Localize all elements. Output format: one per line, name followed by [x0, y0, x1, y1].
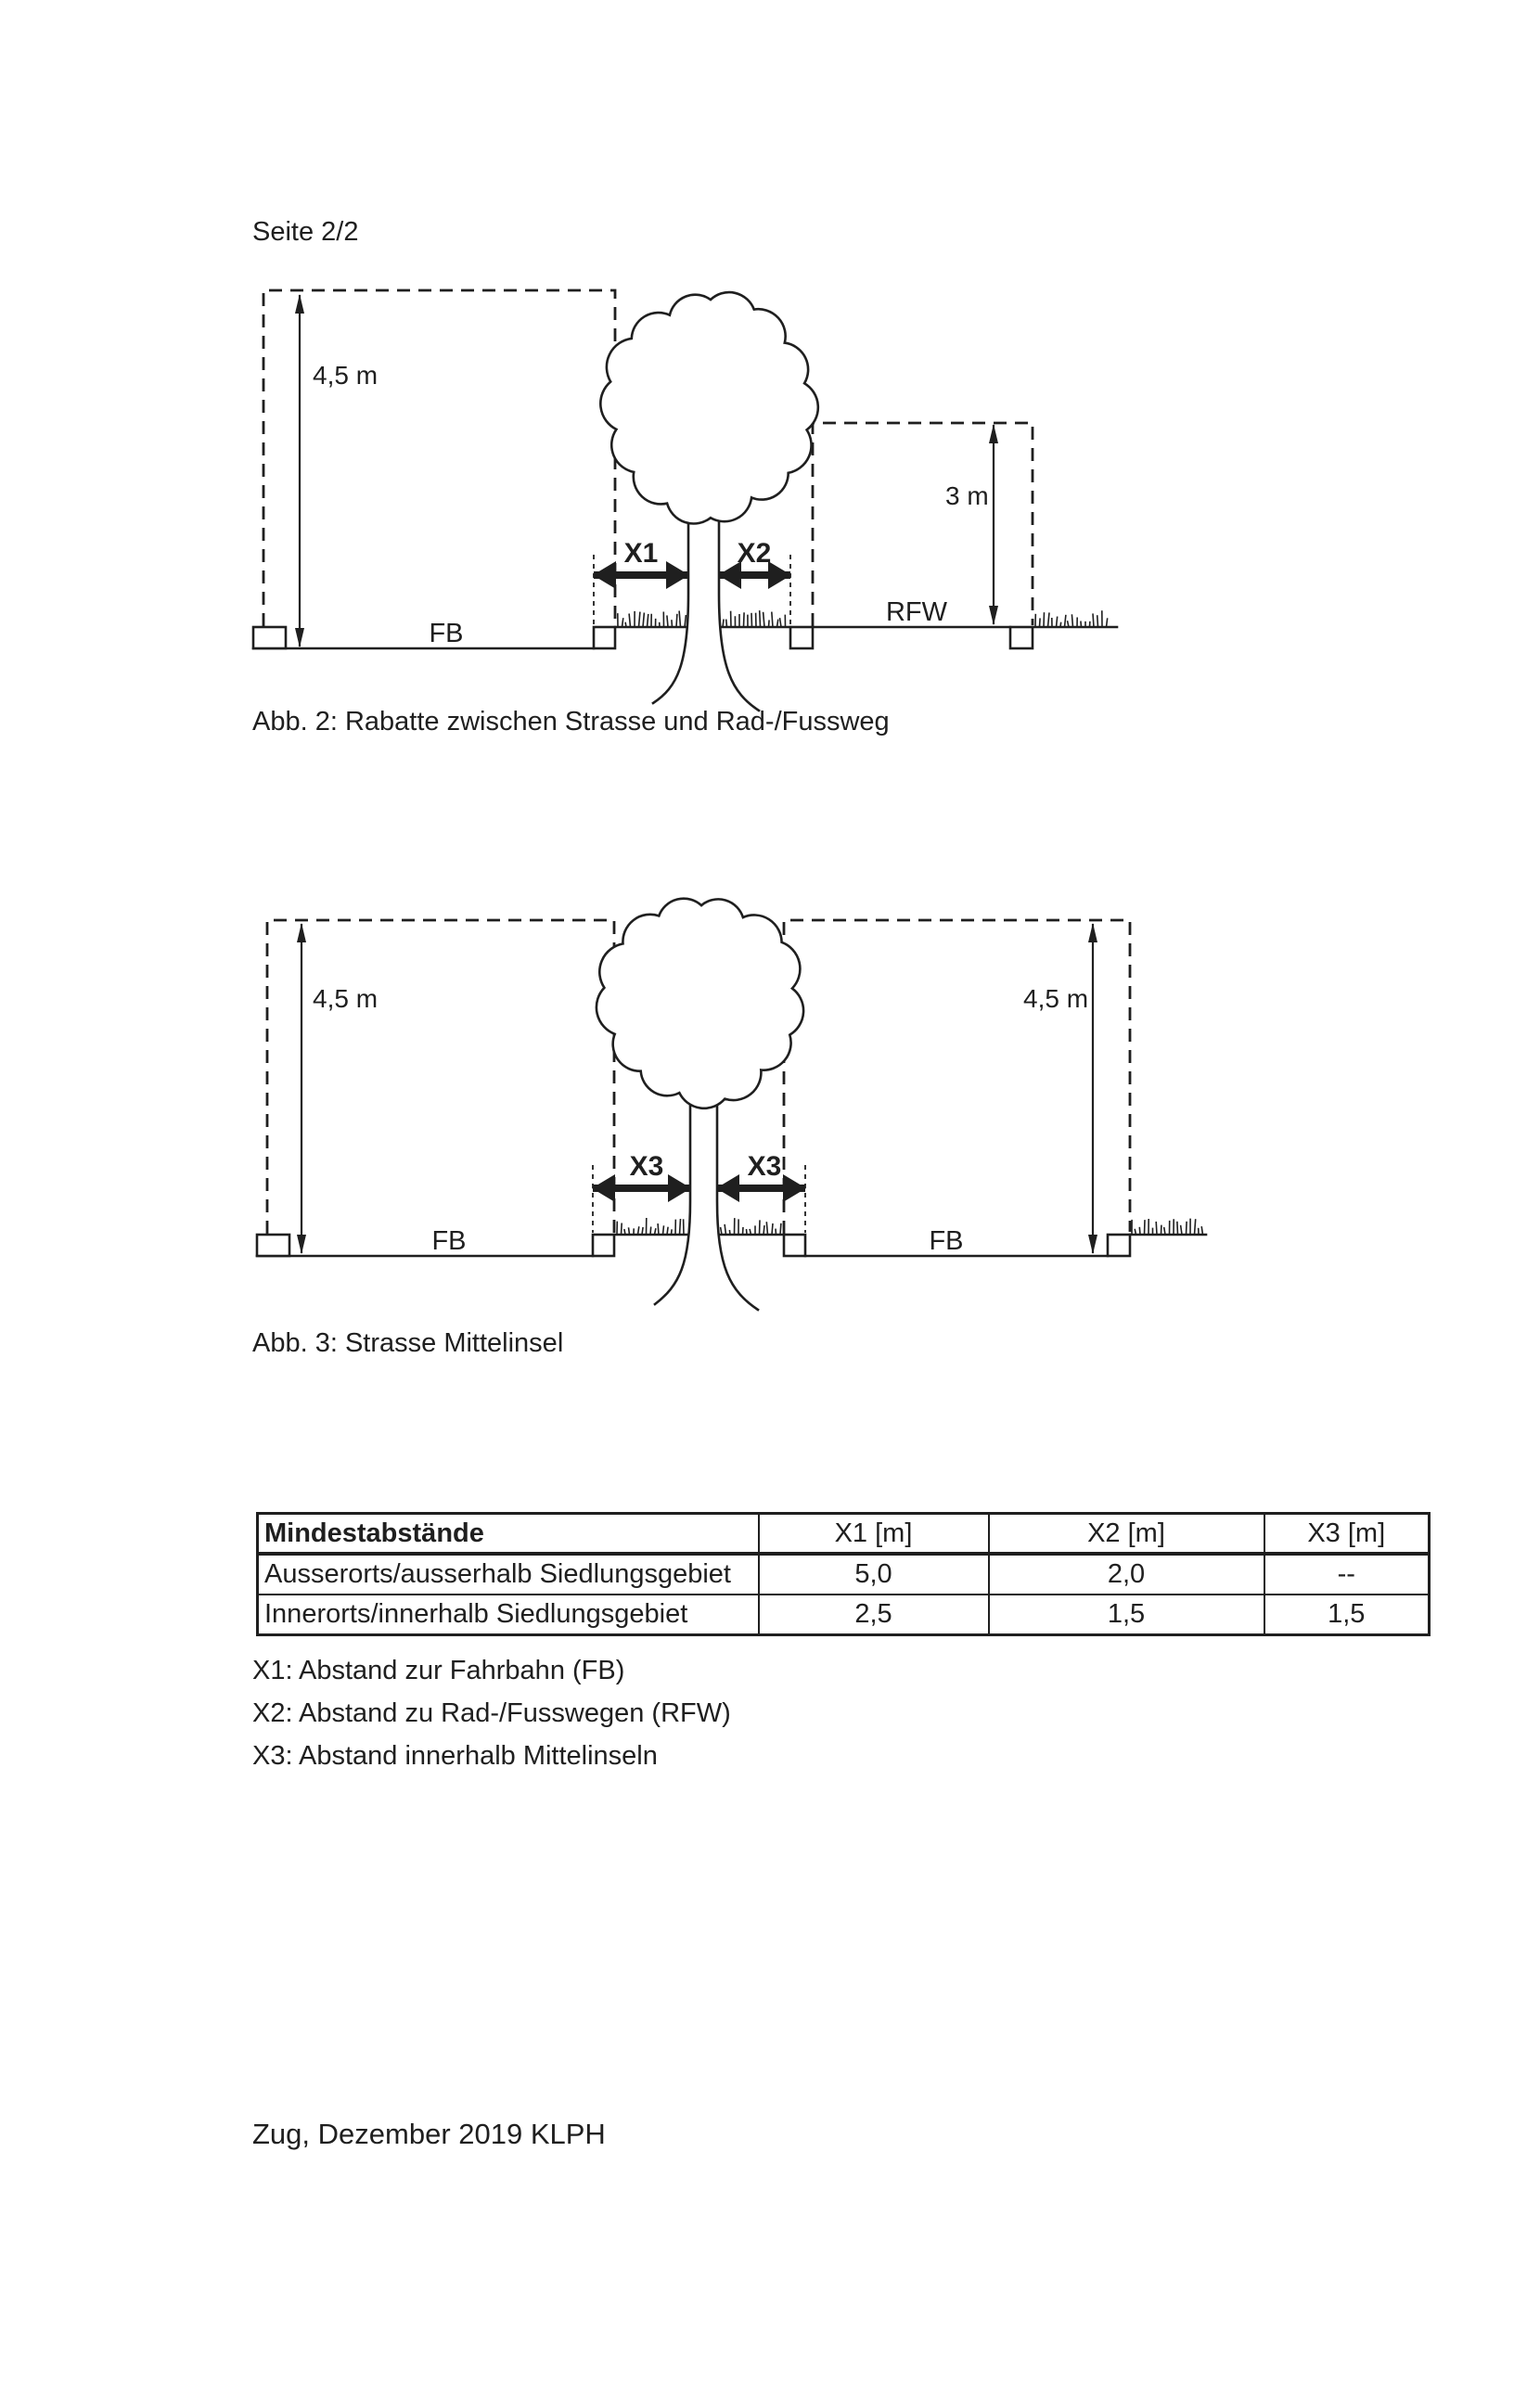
road-label-fb: FB	[429, 619, 464, 648]
cell-x1: 5,0	[759, 1554, 989, 1595]
curb-stone	[790, 627, 813, 648]
clearance-box-left	[263, 290, 615, 626]
cell-x2: 2,0	[989, 1554, 1264, 1595]
figure-abb3-caption: Abb. 3: Strasse Mittelinsel	[252, 1328, 564, 1358]
document-footer: Zug, Dezember 2019 KLPH	[252, 2118, 606, 2150]
clearance-box-right	[813, 423, 1033, 626]
table-row	[258, 1595, 1430, 1635]
road-label-fb-right: FB	[929, 1226, 964, 1256]
figure-abb2-caption: Abb. 2: Rabatte zwischen Strasse und Rad-/Fussweg	[252, 707, 890, 736]
table-header-x2: X2 [m]	[989, 1514, 1264, 1555]
tree-icon	[597, 899, 803, 1310]
dimension-label-x1: X1	[623, 538, 659, 569]
table-header-row	[258, 1514, 1430, 1555]
table-row	[258, 1554, 1430, 1595]
figure-abb3-diagram	[232, 863, 1262, 1336]
footnote-x3: X3: Abstand innerhalb Mittelinseln	[252, 1741, 658, 1771]
page-number-label: Seite 2/2	[252, 217, 359, 247]
tree-crown	[597, 899, 803, 1108]
cell-x1: 2,5	[759, 1595, 989, 1635]
dimension-label-x2: X2	[737, 538, 772, 569]
curb-stone	[784, 1235, 805, 1256]
table-header-title: Mindestabstände	[258, 1514, 759, 1555]
clearance-box-right	[784, 920, 1130, 1234]
tree-icon	[600, 292, 818, 711]
road-label-fb-left: FB	[431, 1226, 467, 1256]
figure-abb2-diagram	[232, 260, 1141, 724]
grass-tuft-icon	[723, 610, 786, 627]
row-label: Innerorts/innerhalb Siedlungsgebiet	[258, 1595, 759, 1635]
curb-stone	[257, 1235, 289, 1256]
footnote-x2: X2: Abstand zu Rad-/Fusswegen (RFW)	[252, 1698, 731, 1728]
curb-stone	[1010, 627, 1033, 648]
min-distance-table	[256, 1512, 1431, 1636]
clearance-box-left	[267, 920, 614, 1234]
grass-tuft-icon	[618, 611, 687, 628]
cell-x3: --	[1264, 1554, 1430, 1595]
clearance-label-left: 4,5 m	[313, 361, 379, 390]
table-header-x3: X3 [m]	[1264, 1514, 1430, 1555]
curb-stone	[1108, 1235, 1130, 1256]
grass-tuft-icon	[1035, 610, 1108, 627]
table-header-x1: X1 [m]	[759, 1514, 989, 1555]
ground-lines	[257, 1235, 1206, 1256]
curb-stone	[593, 1235, 614, 1256]
tree-crown	[600, 292, 818, 523]
cell-x3: 1,5	[1264, 1595, 1430, 1635]
curb-stone	[594, 627, 615, 648]
path-label-rfw: RFW	[885, 597, 948, 627]
grass-tuft-icon	[617, 1218, 684, 1235]
clearance-label-left: 4,5 m	[313, 984, 379, 1013]
dimension-label-x3-right: X3	[747, 1151, 782, 1182]
footnote-x1: X1: Abstand zur Fahrbahn (FB)	[252, 1656, 625, 1685]
cell-x2: 1,5	[989, 1595, 1264, 1635]
grass-tuft-icon	[1132, 1219, 1203, 1235]
curb-stone	[253, 627, 286, 648]
grass-tuft-icon	[721, 1218, 781, 1235]
dimension-label-x3-left: X3	[629, 1151, 664, 1182]
clearance-label-right: 3 m	[945, 481, 989, 510]
clearance-label-right: 4,5 m	[1023, 984, 1089, 1013]
row-label: Ausserorts/ausserhalb Siedlungsgebiet	[258, 1554, 759, 1595]
